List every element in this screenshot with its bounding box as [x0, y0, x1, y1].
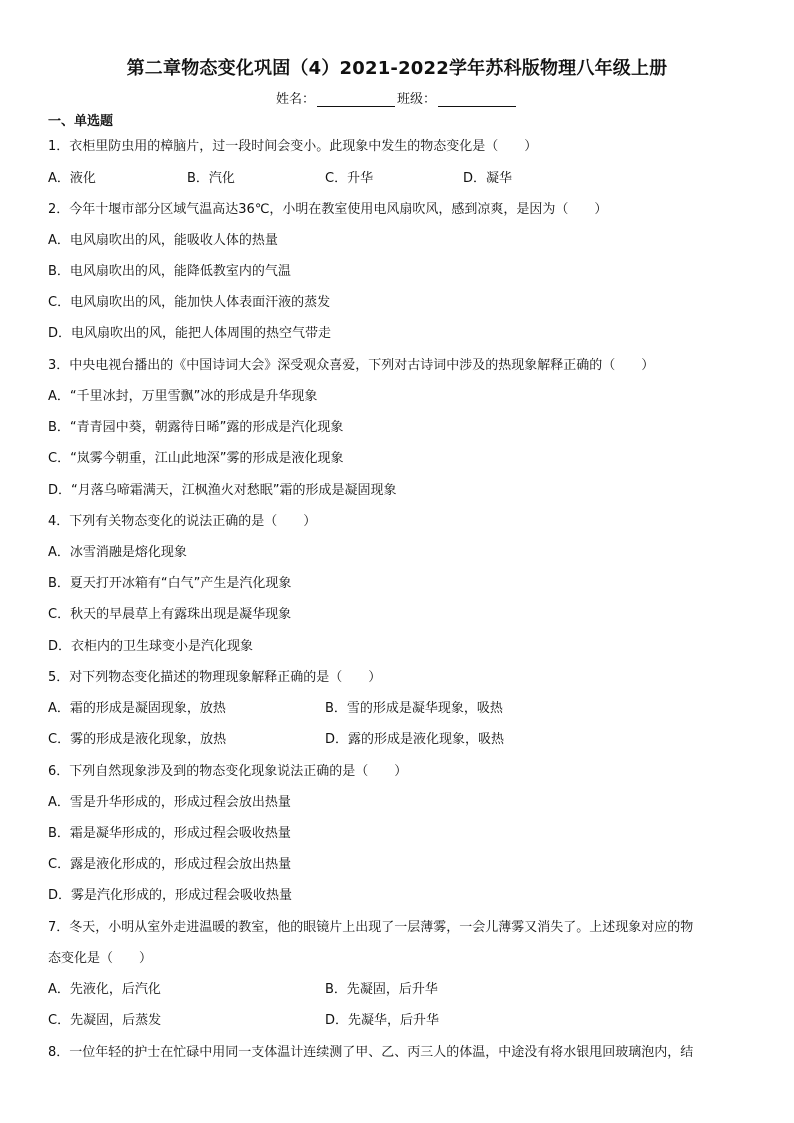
- option: D．电风扇吹出的风，能把人体周围的热空气带走: [48, 326, 332, 341]
- option: C．“岚雾今朝重，江山此地深”雾的形成是液化现象: [48, 451, 344, 466]
- question-stem-continued: 态变化是（ ）: [48, 951, 153, 966]
- option: B．夏天打开冰箱有“白气”产生是汽化现象: [48, 576, 292, 591]
- question-stem: 8．一位年轻的护士在忙碌中用同一支体温计连续测了甲、乙、丙三人的体温，中途没有将水银甩回玻璃泡内，结: [48, 1045, 694, 1060]
- question-stem: 2．今年十堰市部分区域气温高达36℃，小明在教室使用电风扇吹风，感到凉爽，是因为（ ）: [48, 202, 608, 217]
- question-stem: 5．对下列物态变化描述的物理现象解释正确的是（ ）: [48, 670, 382, 685]
- option: D．雾是汽化形成的，形成过程会吸收热量: [48, 888, 293, 903]
- option: C．秋天的早晨草上有露珠出现是凝华现象: [48, 607, 292, 622]
- option: A．先液化，后汽化: [48, 982, 161, 997]
- name-blank[interactable]: [317, 92, 395, 107]
- option: B．雪的形成是凝华现象，吸热: [325, 701, 503, 716]
- question-stem: 6．下列自然现象涉及到的物态变化现象说法正确的是（ ）: [48, 764, 408, 779]
- option: B．电风扇吹出的风，能降低教室内的气温: [48, 264, 291, 279]
- option: C．雾的形成是液化现象，放热: [48, 732, 227, 747]
- option: B．汽化: [187, 171, 235, 186]
- question-stem: 1．衣柜里防虫用的樟脑片，过一段时间会变小。此现象中发生的物态变化是（ ）: [48, 139, 538, 154]
- option: A．“千里冰封，万里雪飘”冰的形成是升华现象: [48, 389, 318, 404]
- option: D．衣柜内的卫生球变小是汽化现象: [48, 639, 254, 654]
- question-stem: 4．下列有关物态变化的说法正确的是（ ）: [48, 514, 317, 529]
- page-title: 第二章物态变化巩固（4）2021-2022学年苏科版物理八年级上册: [126, 58, 668, 79]
- option: B．霜是凝华形成的，形成过程会吸收热量: [48, 826, 291, 841]
- option: A．液化: [48, 171, 96, 186]
- option: C．先凝固，后蒸发: [48, 1013, 162, 1028]
- option: C．电风扇吹出的风，能加快人体表面汗液的蒸发: [48, 295, 331, 310]
- option: D．先凝华，后升华: [325, 1013, 440, 1028]
- class-blank[interactable]: [438, 92, 516, 107]
- option: A．霜的形成是凝固现象，放热: [48, 701, 226, 716]
- option: C．露是液化形成的，形成过程会放出热量: [48, 857, 292, 872]
- option: D．凝华: [463, 171, 513, 186]
- name-label: 姓名：: [275, 92, 315, 107]
- option: C．升华: [325, 171, 374, 186]
- option: A．冰雪消融是熔化现象: [48, 545, 187, 560]
- option: B．先凝固，后升华: [325, 982, 438, 997]
- option: D．“月落乌啼霜满天，江枫渔火对愁眠”霜的形成是凝固现象: [48, 483, 397, 498]
- option: A．雪是升华形成的，形成过程会放出热量: [48, 795, 291, 810]
- option: A．电风扇吹出的风，能吸收人体的热量: [48, 233, 278, 248]
- class-label: 班级：: [397, 92, 437, 107]
- option: B．“青青园中葵，朝露待日晞”露的形成是汽化现象: [48, 420, 344, 435]
- option: D．露的形成是液化现象，吸热: [325, 732, 505, 747]
- name-class-bar: [0, 90, 794, 110]
- section-heading: 一、单选题: [48, 114, 114, 129]
- question-stem: 7．冬天，小明从室外走进温暖的教室，他的眼镜片上出现了一层薄雾，一会儿薄雾又消失了。上述现象对应的物: [48, 920, 694, 935]
- question-stem: 3．中央电视台播出的《中国诗词大会》深受观众喜爱，下列对古诗词中涉及的热现象解释正确的（ ）: [48, 358, 655, 373]
